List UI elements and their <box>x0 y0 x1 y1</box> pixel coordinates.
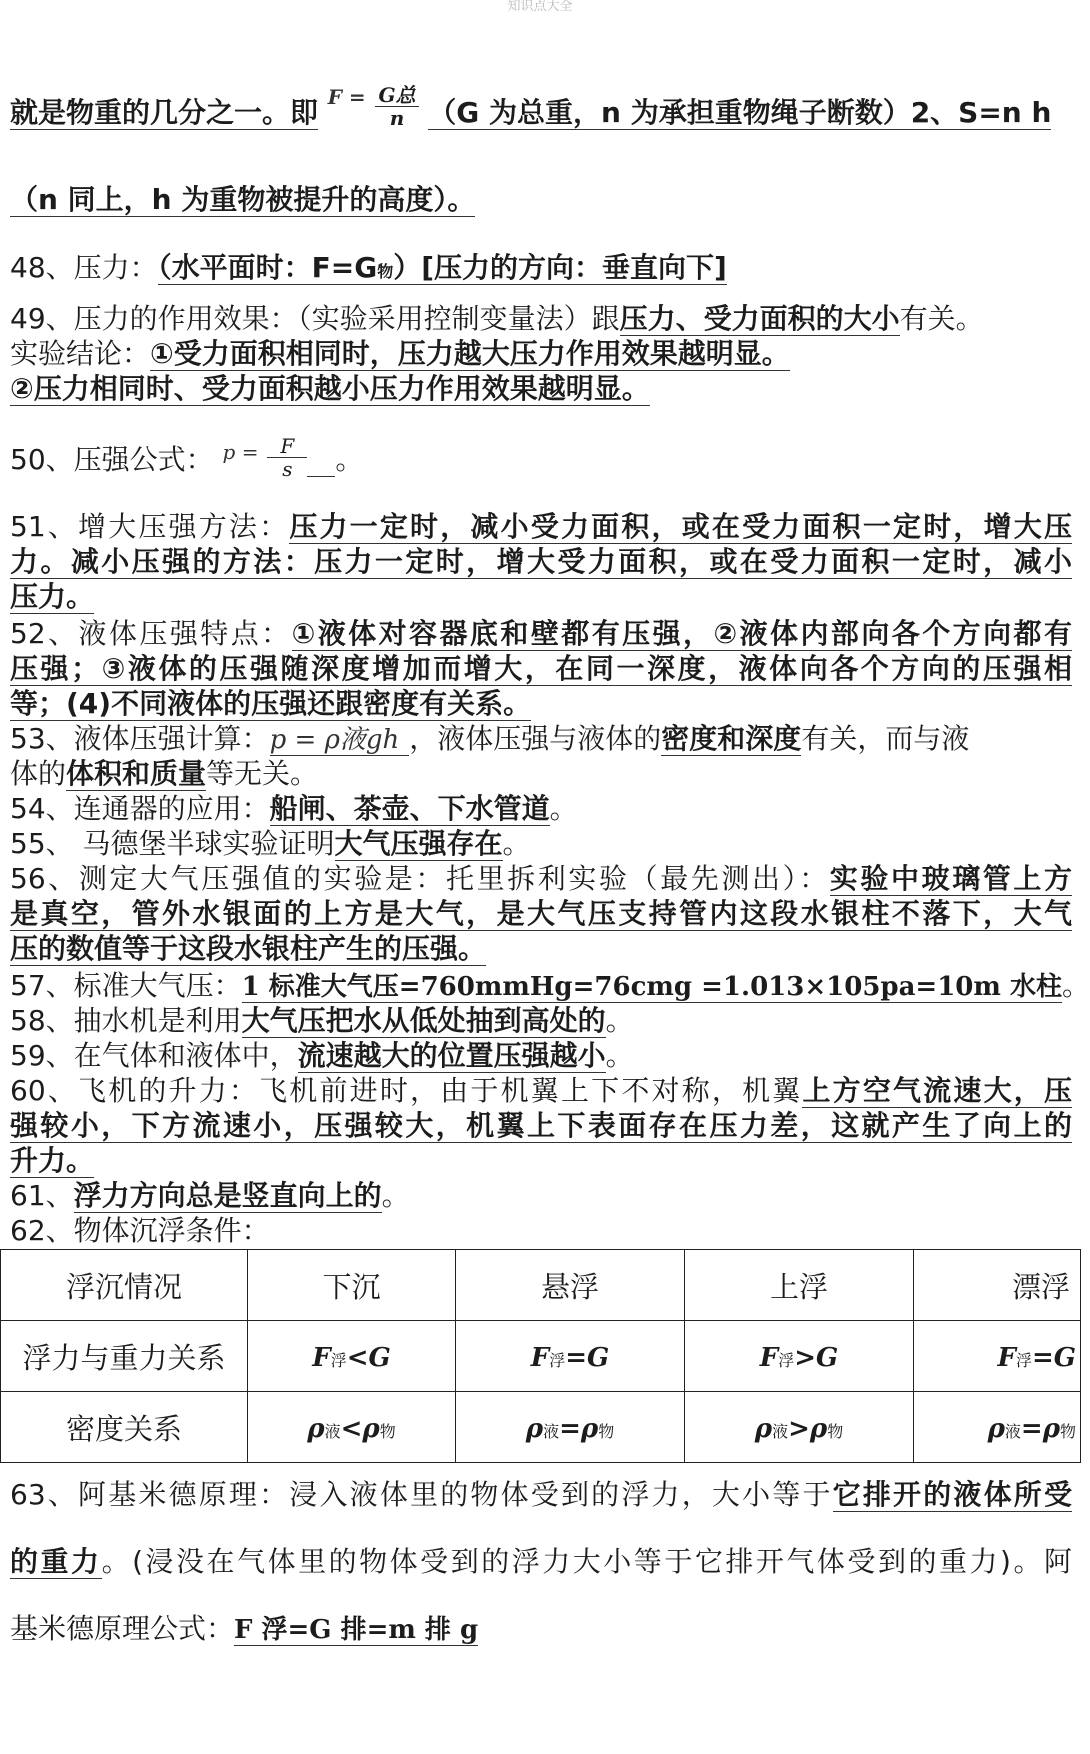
cell-sub: 液 <box>772 1421 789 1441</box>
table-row-label: 密度关系 <box>1 1392 248 1463</box>
cell-symbol: ρ <box>580 1413 599 1444</box>
item-52-l1: ①液体对容器底和壁都有压强，②液体内部向各个方向都有 <box>291 617 1072 650</box>
item-61-label: 61、 <box>10 1179 74 1212</box>
cell-op: = <box>1020 1413 1043 1444</box>
item-51-line2 <box>10 545 1072 579</box>
line-pulley-fraction <box>10 82 1072 144</box>
item-60-l2: 强较小，下方流速小，压强较大，机翼上下表面存在压力差，这就产生了向上的 <box>10 1109 1072 1142</box>
cell-symbol: F <box>530 1342 550 1373</box>
item-49-key: 压力、受力面积的大小 <box>619 302 900 335</box>
item-60-l3: 升力。 <box>10 1144 95 1177</box>
item-57-label: 57、标准大气压： <box>10 969 242 1002</box>
item-54-key: 船闸、茶壶、下水管道 <box>269 792 550 825</box>
item-55-tail: 。 <box>502 827 531 860</box>
watermark: 知识点大全 <box>507 0 573 14</box>
item-48 <box>10 251 1072 289</box>
item-58-key: 大气压把水从低处抽到高处的 <box>241 1004 606 1037</box>
formula-lhs: F = <box>327 85 366 109</box>
item-51-line3 <box>10 580 1072 614</box>
item-60-l1-key: 上方空气流速大，压 <box>802 1074 1072 1107</box>
cell-symbol: ρ <box>754 1413 773 1444</box>
item-61-key: 浮力方向总是竖直向上的 <box>73 1179 382 1212</box>
item-50-blank <box>307 476 335 477</box>
item-53-l2-tail: 等无关。 <box>206 757 319 790</box>
cell-sub: 液 <box>324 1421 341 1441</box>
cell-sub: 液 <box>1004 1421 1021 1441</box>
item-58-tail: 。 <box>605 1004 634 1037</box>
item-62 <box>10 1214 1072 1248</box>
cell-op: =G <box>565 1342 610 1373</box>
item-62-label: 62、物体沉浮条件： <box>10 1214 270 1247</box>
item-58-label: 58、抽水机是利用 <box>10 1004 242 1037</box>
item-52-line2 <box>10 652 1072 686</box>
item-60-label: 60、飞机的升力：飞机前进时，由于机翼上下不对称，机翼 <box>10 1074 803 1107</box>
table-cell <box>685 1392 914 1463</box>
item-56-label: 56、测定大气压强值的实验是：托里拆利实验（最先测出）： <box>10 862 830 895</box>
cell-symbol: ρ <box>525 1413 544 1444</box>
table-header-cell: 上浮 <box>685 1250 914 1321</box>
table-header-cell: 悬浮 <box>456 1250 685 1321</box>
cell-symbol: ρ <box>987 1413 1005 1444</box>
fraction-numerator: G总 <box>375 84 418 107</box>
item-61 <box>10 1179 1072 1213</box>
item-63-line2 <box>10 1545 1072 1579</box>
item-63-line1 <box>10 1478 1072 1512</box>
cell-sub: 物 <box>598 1421 615 1441</box>
item-50-tail: 。 <box>335 443 364 476</box>
item-50-den: s <box>282 456 293 481</box>
item-55 <box>10 827 1072 861</box>
item-48-content-b: ）[压力的方向：垂直向下] <box>393 251 727 284</box>
item-50-formula-lhs: p = <box>222 440 259 464</box>
line-pulley-height <box>10 183 1072 217</box>
item-50-num: F <box>267 435 307 458</box>
cell-op: =G <box>1032 1342 1076 1373</box>
pulley-rest: （G 为总重，n 为承担重物绳子断数）2、S=n h <box>428 96 1052 129</box>
item-51-label: 51、增大压强方法： <box>10 510 290 543</box>
cell-symbol: ρ <box>307 1413 325 1444</box>
cell-symbol: F <box>312 1342 331 1373</box>
item-48-content-a: （水平面时：F=G <box>157 251 378 284</box>
item-63-l3-label: 基米德原理公式： <box>10 1612 235 1645</box>
item-52-line1 <box>10 617 1072 651</box>
item-63-l3-key: F 浮=G 排=m 排 g <box>234 1615 479 1645</box>
item-53-l2-pre: 体的 <box>10 757 67 790</box>
item-49-l3-key: ②压力相同时、受力面积越小压力作用效果越明显。 <box>10 372 650 405</box>
item-60-line2 <box>10 1109 1072 1143</box>
fraction-denominator: n <box>389 105 405 130</box>
item-48-sub: 物 <box>377 262 394 281</box>
table-cell <box>914 1392 1081 1463</box>
cell-op: < <box>340 1413 363 1444</box>
cell-symbol: F <box>997 1342 1016 1373</box>
table-row-force <box>1 1321 1081 1392</box>
item-54 <box>10 792 1072 826</box>
item-49-l2-key: ①受力面积相同时，压力越大压力作用效果越明显。 <box>150 337 790 370</box>
item-63-label: 63、阿基米德原理：浸入液体里的物体受到的浮力，大小等于 <box>10 1478 833 1511</box>
table-cell <box>914 1321 1081 1392</box>
item-57-key: 1 标准大气压=760mmHg=76cmg =1.013×105pa=10m 水柱 <box>241 972 1062 1002</box>
item-51-line1 <box>10 510 1072 544</box>
item-53-line1 <box>10 722 1072 757</box>
table-row-label: 浮力与重力关系 <box>1 1321 248 1392</box>
cell-op: = <box>559 1413 581 1444</box>
item-57 <box>10 969 1090 1004</box>
item-55-label: 55、 马德堡半球实验证明 <box>10 827 335 860</box>
item-63-l1-key: 它排开的液体所受 <box>832 1478 1072 1511</box>
item-50 <box>10 420 1072 500</box>
item-53-mid: ，液体压强与液体的 <box>409 722 662 755</box>
cell-symbol: ρ <box>1042 1413 1060 1444</box>
item-52-l3: 等；(4)不同液体的压强还跟密度有关系。 <box>10 687 532 720</box>
cell-sub: 物 <box>379 1421 396 1441</box>
item-56-line3 <box>10 932 1072 966</box>
item-48-label: 48、压力： <box>10 251 158 284</box>
item-53-label: 53、液体压强计算： <box>10 722 270 755</box>
buoyancy-table <box>0 1249 1081 1463</box>
item-52-label: 52、液体压强特点： <box>10 617 292 650</box>
table-cell <box>456 1392 685 1463</box>
cell-sub: 浮 <box>330 1350 347 1370</box>
item-51-l1: 压力一定时，减小受力面积，或在受力面积一定时，增大压 <box>289 510 1072 543</box>
item-58 <box>10 1004 1072 1038</box>
item-53-key1: 密度和深度 <box>661 722 802 755</box>
item-49-line2 <box>10 337 1072 371</box>
cell-symbol: ρ <box>362 1413 380 1444</box>
table-cell <box>248 1321 456 1392</box>
item-50-label: 50、压强公式： <box>10 443 214 476</box>
item-52-line3 <box>10 687 1072 721</box>
table-cell <box>685 1321 914 1392</box>
table-header-cell: 浮沉情况 <box>1 1250 248 1321</box>
table-header-cell: 下沉 <box>248 1250 456 1321</box>
cell-op: >G <box>794 1342 839 1373</box>
item-57-tail: 。 <box>1061 969 1090 1002</box>
cell-sub: 浮 <box>549 1350 566 1370</box>
item-56-l2: 是真空，管外水银面的上方是大气，是大气压支持管内这段水银柱不落下，大气 <box>10 897 1072 930</box>
item-55-key: 大气压强存在 <box>334 827 503 860</box>
item-52-l2: 压强；③液体的压强随深度增加而增大，在同一深度，液体向各个方向的压强相 <box>10 652 1072 685</box>
item-56-l1-key: 实验中玻璃管上方 <box>829 862 1072 895</box>
cell-sub: 浮 <box>778 1350 795 1370</box>
item-60-line3 <box>10 1144 1072 1178</box>
item-48-content <box>158 251 727 285</box>
cell-op: > <box>788 1413 810 1444</box>
item-53-key2: 体积和质量 <box>66 757 207 790</box>
item-50-fraction <box>267 435 307 480</box>
item-59-label: 59、在气体和液体中， <box>10 1039 298 1072</box>
item-51-l2: 力。减小压强的方法：压力一定时，增大受力面积，或在受力面积一定时，减小 <box>10 545 1072 578</box>
cell-sub: 物 <box>827 1421 844 1441</box>
cell-op: <G <box>346 1342 391 1373</box>
cell-sub: 浮 <box>1015 1350 1032 1370</box>
cell-symbol: F <box>759 1342 779 1373</box>
item-59 <box>10 1039 1072 1073</box>
item-56-l3: 压的数值等于这段水银柱产生的压强。 <box>10 932 487 965</box>
table-cell <box>456 1321 685 1392</box>
fraction-g-over-n <box>375 84 418 129</box>
cell-symbol: ρ <box>809 1413 828 1444</box>
item-60-line1 <box>10 1074 1072 1108</box>
cell-sub: 物 <box>1059 1421 1076 1441</box>
table-header-row <box>1 1250 1081 1321</box>
item-54-label: 54、连通器的应用： <box>10 792 270 825</box>
item-63-l2-tail: 。(浸没在气体里的物体受到的浮力大小等于它排开气体受到的重力)。阿 <box>101 1545 1072 1578</box>
item-59-tail: 。 <box>605 1039 634 1072</box>
item-53-formula: p = ρ液gh <box>270 725 410 756</box>
item-51-l3: 压力。 <box>10 580 95 613</box>
table-row-density <box>1 1392 1081 1463</box>
pulley-text: 就是物重的几分之一。即 <box>10 96 319 129</box>
table-header-cell: 漂浮 <box>914 1250 1081 1321</box>
item-49-label: 49、压力的作用效果：（实验采用控制变量法）跟 <box>10 302 620 335</box>
item-54-tail: 。 <box>549 792 578 825</box>
item-63-line3 <box>10 1612 1072 1647</box>
item-59-key: 流速越大的位置压强越小 <box>297 1039 606 1072</box>
item-56-line2 <box>10 897 1072 931</box>
item-49-l2-label: 实验结论： <box>10 337 151 370</box>
item-49-line1 <box>10 302 1072 336</box>
item-61-tail: 。 <box>381 1179 410 1212</box>
table-cell <box>248 1392 456 1463</box>
item-49-tail: 有关。 <box>899 302 984 335</box>
pulley-height-text: （n 同上，h 为重物被提升的高度）。 <box>10 183 476 216</box>
item-56-line1 <box>10 862 1072 896</box>
item-53-mid2: 有关，而与液 <box>801 722 970 755</box>
item-53-line2 <box>10 757 1072 791</box>
item-49-line3 <box>10 372 1072 406</box>
item-63-l2-key: 的重力 <box>10 1545 102 1578</box>
cell-sub: 液 <box>543 1421 560 1441</box>
